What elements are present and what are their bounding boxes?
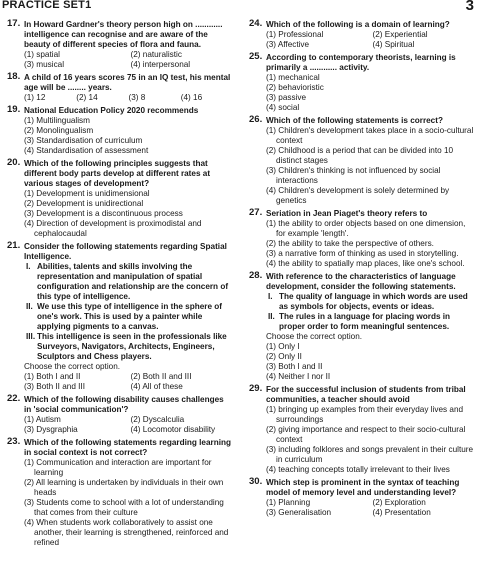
option: (4) Spiritual (372, 40, 415, 49)
page-number: 3 (465, 0, 474, 14)
option: (4) social (266, 103, 300, 112)
statement-text: We use this type of intelligence in the sphere of one's work. This is used by a painter while applying pigments to a canvas. (37, 302, 223, 331)
option: (2) naturalistic (130, 50, 182, 59)
question-22 (7, 395, 233, 435)
question-text: Which of the following statements regarding learning in social context is not correct? (24, 438, 231, 457)
question-text: For the successful inclusion of students from tribal communities, a teacher should avoid (266, 385, 466, 404)
question-number: 25. (249, 51, 263, 62)
question-number: 20. (7, 157, 21, 168)
question-number: 23. (7, 436, 21, 447)
option: (2) Development is unidirectional (24, 199, 144, 208)
option: (2) giving importance and respect to their socio-cultural context (266, 425, 466, 444)
option: (1) Autism (24, 415, 61, 424)
option: (4) Locomotor disability (130, 425, 216, 434)
option: (1) Both I and II (24, 372, 81, 381)
option: (2) Both II and III (130, 372, 192, 381)
options (24, 189, 233, 239)
statement-2 (266, 312, 475, 332)
option: (2) the ability to take the perspective of others. (266, 239, 434, 248)
option: (3) Dysgraphia (24, 425, 78, 434)
option: (2) Experiential (372, 30, 428, 39)
statement-text: This intelligence is seen in the professionals like Surveyors, Navigators, Architects, Engineers, Sculptors and Chess players. (37, 332, 227, 361)
option: (1) the ability to order objects based on one dimension, for example 'length'. (266, 219, 466, 238)
statement-text: The quality of language in which words are used as symbols for objects, events or ideas. (279, 292, 468, 311)
question-29 (249, 385, 475, 475)
options (24, 372, 233, 392)
statement-numeral: II. (268, 312, 275, 321)
option: (1) 12 (24, 93, 46, 102)
question-text: Which of the following principles suggests that different body parts develop at different rates at various stages of development? (24, 159, 211, 188)
option: (1) Planning (266, 498, 311, 507)
options (266, 126, 475, 206)
question-21 (7, 242, 233, 392)
question-text: Which of the following statements is correct? (266, 116, 443, 125)
option: (1) Communication and interaction are important for learning (24, 458, 212, 477)
question-number: 18. (7, 71, 21, 82)
options (266, 30, 475, 50)
question-number: 17. (7, 18, 21, 29)
options (266, 73, 475, 113)
question-number: 28. (249, 270, 263, 281)
option: (3) musical (24, 60, 65, 69)
question-24 (249, 20, 475, 50)
option: (4) interpersonal (130, 60, 191, 69)
option: (1) Professional (266, 30, 324, 39)
option: (3) including folklores and songs prevalent in their culture in curriculum (266, 445, 474, 464)
statement-1 (266, 292, 475, 312)
option: (1) Development is unidimensional (24, 189, 150, 198)
option: (1) Children's development takes place in a socio-cultural context (266, 126, 474, 145)
option: (3) passive (266, 93, 307, 102)
statement-numeral: I. (26, 262, 31, 271)
question-number: 22. (7, 393, 21, 404)
option: (4) teaching concepts totally irrelevant to their lives (266, 465, 450, 474)
option: (3) a narrative form of thinking as used in storytelling. (266, 249, 459, 258)
option: (2) All learning is undertaken by individuals in their own heads (24, 478, 224, 497)
option: (4) 16 (180, 93, 203, 102)
option: (4) Children's development is solely determined by genetics (266, 186, 450, 205)
option: (1) mechanical (266, 73, 320, 82)
question-text: According to contemporary theorists, learning is primarily a ............ activity. (266, 53, 456, 72)
question-number: 19. (7, 104, 21, 115)
question-number: 24. (249, 18, 263, 29)
option: (3) Both II and III (24, 382, 85, 391)
option: (3) 8 (128, 93, 146, 102)
option: (1) Only I (266, 342, 300, 351)
option: (4) All of these (130, 382, 183, 391)
option: (4) Standardisation of assessment (24, 146, 149, 155)
options (24, 116, 233, 156)
option: (4) Direction of development is proximodistal and cephalocaudal (24, 219, 202, 238)
question-text: With reference to the characteristics of language development, consider the following statements. (266, 272, 456, 291)
question-number: 27. (249, 207, 263, 218)
question-19 (7, 106, 233, 156)
options (24, 93, 233, 103)
question-28 (249, 272, 475, 382)
option: (4) When students work collaboratively to assist one another, their learning is strengthened, reinforced and refined (24, 518, 229, 547)
options (24, 415, 233, 435)
option: (3) Standardisation of curriculum (24, 136, 143, 145)
question-text: Which of the following disability causes challenges in 'social communication'? (24, 395, 224, 414)
question-number: 30. (249, 476, 263, 487)
question-18 (7, 73, 233, 103)
options (24, 50, 233, 70)
question-text: Which of the following is a domain of learning? (266, 20, 450, 29)
statement-2 (24, 302, 233, 332)
option: (4) Presentation (372, 508, 431, 517)
right-column (249, 20, 475, 521)
question-number: 26. (249, 114, 263, 125)
question-text: National Education Policy 2020 recommends (24, 106, 199, 115)
options (266, 405, 475, 475)
choose-instruction: Choose the correct option. (24, 362, 121, 371)
option: (2) Only II (266, 352, 302, 361)
statement-numeral: I. (268, 292, 273, 301)
statement-3 (24, 332, 233, 362)
question-text: Seriation in Jean Piaget's theory refers to (266, 209, 428, 218)
question-text: Which step is prominent in the syntax of teaching model of memory level and understanding level? (266, 478, 460, 497)
choose-instruction: Choose the correct option. (266, 332, 363, 341)
option: (2) Childhood is a period that can be divided into 10 distinct stages (266, 146, 454, 165)
question-26 (249, 116, 475, 206)
question-30 (249, 478, 475, 518)
option: (1) bringing up examples from their everyday lives and surroundings (266, 405, 464, 424)
statement-numeral: III. (26, 332, 36, 341)
option: (3) Students come to school with a lot of understanding that comes from their culture (24, 498, 224, 517)
option: (2) Dyscalculia (130, 415, 185, 424)
question-number: 29. (249, 383, 263, 394)
option: (2) 14 (76, 93, 98, 102)
option: (1) spatial (24, 50, 60, 59)
option: (1) Multilingualism (24, 116, 90, 125)
option: (2) behavioristic (266, 83, 324, 92)
option: (4) Neither I nor II (266, 372, 331, 381)
statement-1 (24, 262, 233, 302)
option: (2) Exploration (372, 498, 426, 507)
option: (3) Affective (266, 40, 310, 49)
options (24, 458, 233, 548)
option: (2) Monolingualism (24, 126, 94, 135)
option: (4) the ability to spatially map places, like one's school. (266, 259, 465, 268)
question-20 (7, 159, 233, 239)
question-23 (7, 438, 233, 548)
question-27 (249, 209, 475, 269)
statement-text: Abilities, talents and skills involving the representation and manipulation of spatial configuration and relationship are the concern of this type of intelligence. (37, 262, 229, 301)
statement-numeral: II. (26, 302, 33, 311)
statement-text: The rules in a language for placing words in proper order to form meaningful sentences. (279, 312, 451, 331)
option: (3) Generalisation (266, 508, 332, 517)
left-column (7, 20, 233, 551)
options (266, 498, 475, 518)
option: (3) Children's thinking is not influenced by social interactions (266, 166, 441, 185)
options (266, 219, 475, 269)
question-text: A child of 16 years scores 75 in an IQ test, his mental age will be ........ years. (24, 73, 231, 92)
section-title: PRACTICE SET1 (2, 0, 92, 11)
page-header (0, 0, 480, 12)
question-number: 21. (7, 240, 21, 251)
options (266, 342, 475, 382)
question-17 (7, 20, 233, 70)
question-text: In Howard Gardner's theory person high on ............ intelligence can recognise and are aware of the beauty of different species of flora and fauna. (24, 20, 223, 49)
option: (3) Both I and II (266, 362, 323, 371)
option: (3) Development is a discontinuous process (24, 209, 183, 218)
question-text: Consider the following statements regarding Spatial Intelligence. (24, 242, 227, 261)
question-25 (249, 53, 475, 113)
